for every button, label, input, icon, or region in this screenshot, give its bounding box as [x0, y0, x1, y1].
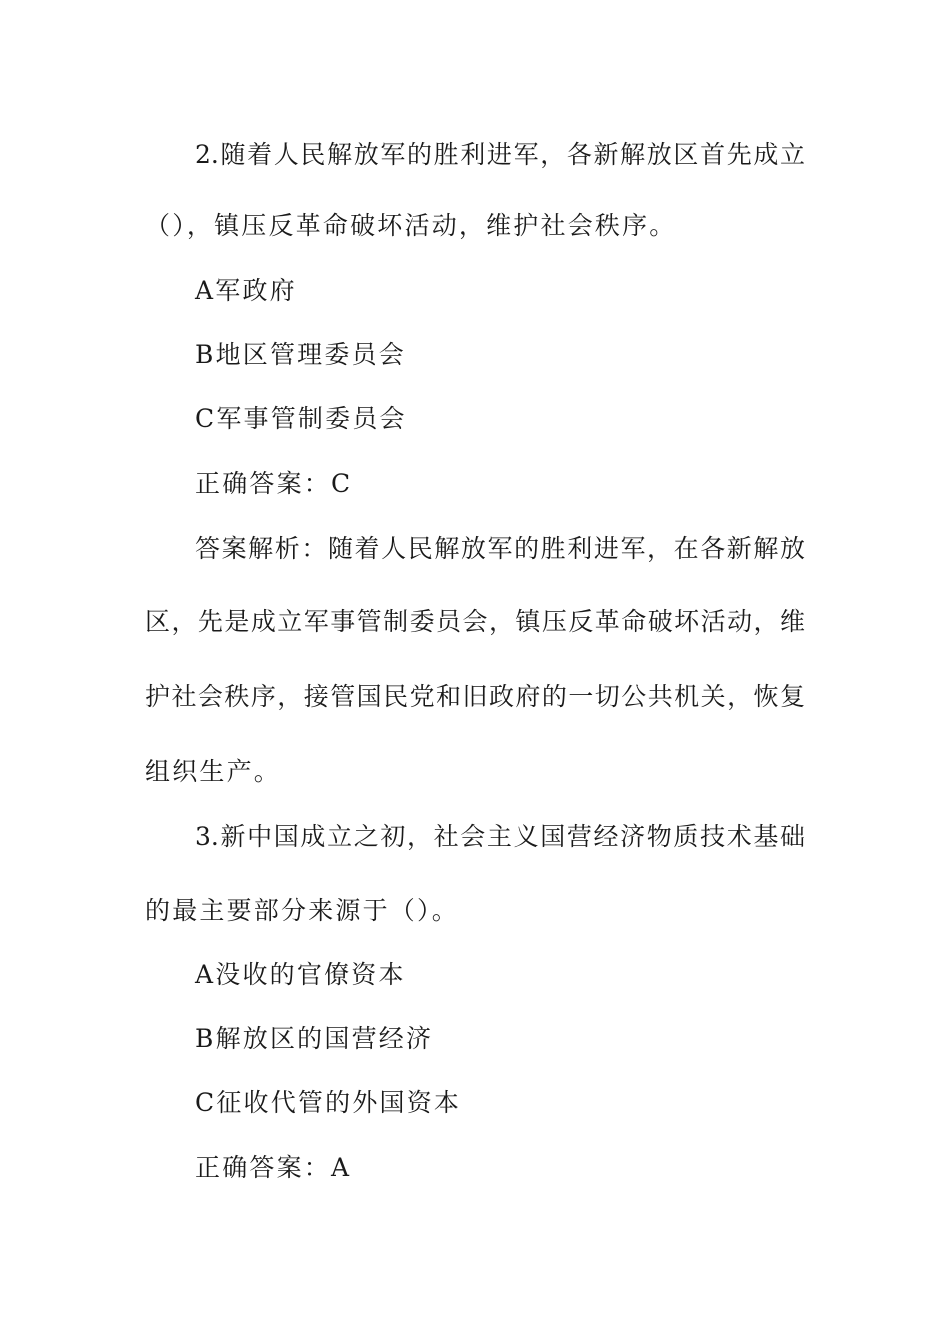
question-2-correct-answer: 正确答案：C	[195, 469, 353, 498]
question-2-stem-line-2: （），镇压反革命破坏活动，维护社会秩序。	[145, 211, 677, 240]
question-3-stem-line-2: 的最主要部分来源于（）。	[145, 896, 459, 925]
question-2-option-c: C军事管制委员会	[195, 404, 407, 433]
question-2-analysis-line-1: 答案解析：随着人民解放军的胜利进军，在各新解放	[195, 534, 805, 563]
question-3-option-a: A没收的官僚资本	[195, 960, 406, 989]
question-2-analysis-line-4: 组织生产。	[145, 757, 282, 786]
question-3-option-b: B解放区的国营经济	[195, 1024, 434, 1053]
question-2-option-a: A军政府	[195, 276, 297, 305]
question-2-analysis-line-3: 护社会秩序，接管国民党和旧政府的一切公共机关，恢复	[145, 682, 805, 711]
question-2-option-b: B地区管理委员会	[195, 340, 406, 369]
question-2-stem-line-1: 2.随着人民解放军的胜利进军，各新解放区首先成立	[195, 140, 805, 169]
question-3-stem-line-1: 3.新中国成立之初，社会主义国营经济物质技术基础	[195, 822, 805, 851]
question-2-analysis-line-2: 区，先是成立军事管制委员会，镇压反革命破坏活动，维	[145, 607, 805, 636]
question-3-correct-answer: 正确答案：A	[195, 1153, 352, 1182]
question-3-option-c: C征收代管的外国资本	[195, 1088, 462, 1117]
